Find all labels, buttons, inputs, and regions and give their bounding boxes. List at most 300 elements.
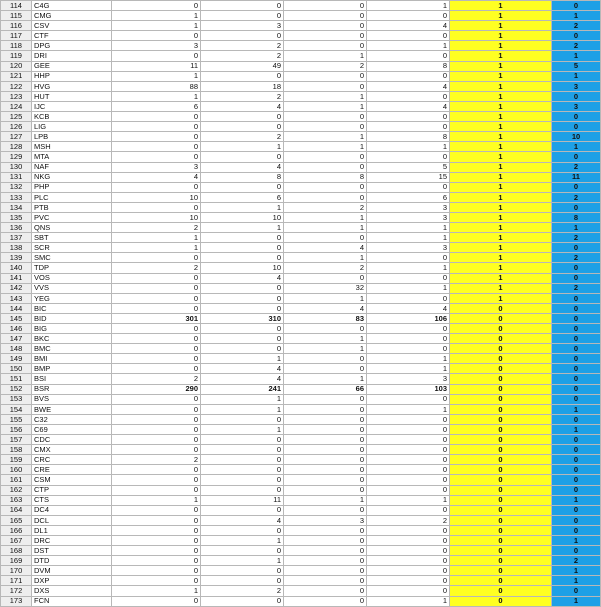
cell-value-blue[interactable]: 0 — [552, 31, 601, 41]
cell-value-f[interactable]: 1 — [367, 41, 450, 51]
cell-value-blue[interactable]: 1 — [552, 576, 601, 586]
cell-value-e[interactable]: 0 — [284, 435, 367, 445]
row-number[interactable]: 157 — [1, 435, 32, 445]
cell-value-e[interactable]: 0 — [284, 122, 367, 132]
cell-value-d[interactable]: 18 — [201, 81, 284, 91]
cell-flag-yellow[interactable]: 0 — [450, 374, 552, 384]
cell-value-c[interactable]: 6 — [112, 101, 201, 111]
cell-value-f[interactable]: 6 — [367, 192, 450, 202]
cell-code[interactable]: GEE — [32, 61, 112, 71]
cell-value-f[interactable]: 0 — [367, 112, 450, 122]
cell-value-d[interactable]: 10 — [201, 263, 284, 273]
cell-flag-yellow[interactable]: 1 — [450, 61, 552, 71]
cell-value-f[interactable]: 0 — [367, 122, 450, 132]
cell-value-c[interactable]: 0 — [112, 142, 201, 152]
cell-value-f[interactable]: 1 — [367, 596, 450, 606]
cell-value-e[interactable]: 2 — [284, 61, 367, 71]
cell-value-e[interactable]: 1 — [284, 101, 367, 111]
cell-code[interactable]: PLC — [32, 192, 112, 202]
cell-value-c[interactable]: 1 — [112, 91, 201, 101]
cell-value-blue[interactable]: 1 — [552, 535, 601, 545]
cell-value-blue[interactable]: 5 — [552, 61, 601, 71]
cell-code[interactable]: CRC — [32, 455, 112, 465]
cell-flag-yellow[interactable]: 0 — [450, 445, 552, 455]
cell-flag-yellow[interactable]: 1 — [450, 172, 552, 182]
cell-value-c[interactable]: 10 — [112, 192, 201, 202]
cell-code[interactable]: PVC — [32, 212, 112, 222]
cell-code[interactable]: C32 — [32, 414, 112, 424]
cell-value-blue[interactable]: 0 — [552, 586, 601, 596]
cell-value-e[interactable]: 0 — [284, 535, 367, 545]
cell-code[interactable]: LIG — [32, 122, 112, 132]
cell-value-e[interactable]: 4 — [284, 303, 367, 313]
cell-flag-yellow[interactable]: 0 — [450, 455, 552, 465]
cell-code[interactable]: CDC — [32, 435, 112, 445]
cell-code[interactable]: SCR — [32, 243, 112, 253]
cell-flag-yellow[interactable]: 0 — [450, 535, 552, 545]
cell-code[interactable]: YEG — [32, 293, 112, 303]
cell-value-blue[interactable]: 1 — [552, 404, 601, 414]
cell-value-f[interactable]: 0 — [367, 445, 450, 455]
cell-value-f[interactable]: 1 — [367, 223, 450, 233]
cell-flag-yellow[interactable]: 0 — [450, 576, 552, 586]
row-number[interactable]: 134 — [1, 202, 32, 212]
cell-code[interactable]: MSH — [32, 142, 112, 152]
cell-value-e[interactable]: 0 — [284, 424, 367, 434]
cell-value-blue[interactable]: 2 — [552, 192, 601, 202]
cell-code[interactable]: PHP — [32, 182, 112, 192]
row-number[interactable]: 140 — [1, 263, 32, 273]
cell-code[interactable]: SMC — [32, 253, 112, 263]
cell-code[interactable]: DXS — [32, 586, 112, 596]
row-number[interactable]: 145 — [1, 313, 32, 323]
cell-value-f[interactable]: 3 — [367, 212, 450, 222]
row-number[interactable]: 129 — [1, 152, 32, 162]
cell-value-f[interactable]: 1 — [367, 1, 450, 11]
row-number[interactable]: 144 — [1, 303, 32, 313]
cell-value-c[interactable]: 88 — [112, 81, 201, 91]
cell-value-blue[interactable]: 0 — [552, 263, 601, 273]
cell-value-d[interactable]: 4 — [201, 273, 284, 283]
cell-code[interactable]: DCL — [32, 515, 112, 525]
cell-value-e[interactable]: 0 — [284, 576, 367, 586]
cell-flag-yellow[interactable]: 1 — [450, 212, 552, 222]
cell-value-blue[interactable]: 0 — [552, 182, 601, 192]
cell-value-e[interactable]: 0 — [284, 273, 367, 283]
cell-value-d[interactable]: 1 — [201, 535, 284, 545]
cell-flag-yellow[interactable]: 0 — [450, 505, 552, 515]
cell-value-c[interactable]: 0 — [112, 475, 201, 485]
cell-code[interactable]: VOS — [32, 273, 112, 283]
cell-flag-yellow[interactable]: 1 — [450, 233, 552, 243]
cell-value-e[interactable]: 1 — [284, 51, 367, 61]
cell-code[interactable]: DC4 — [32, 505, 112, 515]
cell-value-c[interactable]: 290 — [112, 384, 201, 394]
cell-value-c[interactable]: 3 — [112, 162, 201, 172]
cell-value-e[interactable]: 0 — [284, 324, 367, 334]
row-number[interactable]: 154 — [1, 404, 32, 414]
cell-flag-yellow[interactable]: 0 — [450, 465, 552, 475]
cell-value-d[interactable]: 0 — [201, 283, 284, 293]
cell-value-blue[interactable]: 0 — [552, 324, 601, 334]
cell-value-f[interactable]: 0 — [367, 485, 450, 495]
cell-flag-yellow[interactable]: 0 — [450, 566, 552, 576]
cell-value-e[interactable]: 0 — [284, 41, 367, 51]
cell-value-d[interactable]: 2 — [201, 91, 284, 101]
cell-value-c[interactable]: 0 — [112, 273, 201, 283]
row-number[interactable]: 168 — [1, 546, 32, 556]
cell-value-f[interactable]: 15 — [367, 172, 450, 182]
cell-code[interactable]: BKC — [32, 334, 112, 344]
cell-value-e[interactable]: 0 — [284, 31, 367, 41]
cell-value-f[interactable]: 0 — [367, 253, 450, 263]
cell-value-d[interactable]: 4 — [201, 374, 284, 384]
cell-value-f[interactable]: 106 — [367, 313, 450, 323]
cell-value-c[interactable]: 0 — [112, 556, 201, 566]
cell-value-d[interactable]: 0 — [201, 122, 284, 132]
cell-value-e[interactable]: 2 — [284, 263, 367, 273]
cell-value-e[interactable]: 8 — [284, 172, 367, 182]
cell-value-e[interactable]: 0 — [284, 475, 367, 485]
row-number[interactable]: 126 — [1, 122, 32, 132]
cell-value-blue[interactable]: 0 — [552, 91, 601, 101]
row-number[interactable]: 137 — [1, 233, 32, 243]
cell-value-f[interactable]: 0 — [367, 414, 450, 424]
cell-value-f[interactable]: 0 — [367, 566, 450, 576]
cell-code[interactable]: BSR — [32, 384, 112, 394]
cell-code[interactable]: DVM — [32, 566, 112, 576]
cell-flag-yellow[interactable]: 0 — [450, 475, 552, 485]
row-number[interactable]: 151 — [1, 374, 32, 384]
row-number[interactable]: 141 — [1, 273, 32, 283]
cell-value-e[interactable]: 0 — [284, 445, 367, 455]
cell-flag-yellow[interactable]: 1 — [450, 51, 552, 61]
cell-flag-yellow[interactable]: 1 — [450, 31, 552, 41]
cell-value-c[interactable]: 0 — [112, 31, 201, 41]
row-number[interactable]: 155 — [1, 414, 32, 424]
cell-value-e[interactable]: 0 — [284, 465, 367, 475]
cell-value-f[interactable]: 0 — [367, 293, 450, 303]
cell-value-e[interactable]: 66 — [284, 384, 367, 394]
cell-value-blue[interactable]: 0 — [552, 455, 601, 465]
cell-value-e[interactable]: 0 — [284, 11, 367, 21]
cell-value-d[interactable]: 0 — [201, 525, 284, 535]
cell-flag-yellow[interactable]: 0 — [450, 495, 552, 505]
cell-value-e[interactable]: 1 — [284, 212, 367, 222]
cell-value-blue[interactable]: 0 — [552, 445, 601, 455]
cell-value-c[interactable]: 2 — [112, 263, 201, 273]
cell-flag-yellow[interactable]: 0 — [450, 424, 552, 434]
row-number[interactable]: 131 — [1, 172, 32, 182]
cell-value-f[interactable]: 0 — [367, 273, 450, 283]
cell-value-blue[interactable]: 0 — [552, 475, 601, 485]
row-number[interactable]: 138 — [1, 243, 32, 253]
cell-value-f[interactable]: 0 — [367, 91, 450, 101]
row-number[interactable]: 164 — [1, 505, 32, 515]
cell-value-c[interactable]: 0 — [112, 424, 201, 434]
cell-value-d[interactable]: 0 — [201, 334, 284, 344]
cell-code[interactable]: MTA — [32, 152, 112, 162]
cell-code[interactable]: CRE — [32, 465, 112, 475]
cell-value-e[interactable]: 0 — [284, 394, 367, 404]
cell-value-e[interactable]: 1 — [284, 223, 367, 233]
cell-value-d[interactable]: 0 — [201, 303, 284, 313]
cell-flag-yellow[interactable]: 1 — [450, 202, 552, 212]
row-number[interactable]: 130 — [1, 162, 32, 172]
cell-value-c[interactable]: 0 — [112, 525, 201, 535]
row-number[interactable]: 147 — [1, 334, 32, 344]
cell-value-d[interactable]: 6 — [201, 192, 284, 202]
row-number[interactable]: 166 — [1, 525, 32, 535]
cell-value-e[interactable]: 0 — [284, 546, 367, 556]
cell-value-c[interactable]: 1 — [112, 11, 201, 21]
cell-value-d[interactable]: 10 — [201, 212, 284, 222]
cell-flag-yellow[interactable]: 0 — [450, 313, 552, 323]
cell-value-d[interactable]: 0 — [201, 596, 284, 606]
cell-value-f[interactable]: 0 — [367, 546, 450, 556]
cell-value-e[interactable]: 1 — [284, 293, 367, 303]
cell-flag-yellow[interactable]: 0 — [450, 586, 552, 596]
row-number[interactable]: 133 — [1, 192, 32, 202]
cell-code[interactable]: BSI — [32, 374, 112, 384]
cell-code[interactable]: NKG — [32, 172, 112, 182]
cell-value-f[interactable]: 0 — [367, 576, 450, 586]
cell-value-blue[interactable]: 1 — [552, 51, 601, 61]
row-number[interactable]: 135 — [1, 212, 32, 222]
cell-value-d[interactable]: 3 — [201, 21, 284, 31]
cell-value-d[interactable]: 0 — [201, 485, 284, 495]
cell-code[interactable]: DTD — [32, 556, 112, 566]
cell-value-c[interactable]: 0 — [112, 354, 201, 364]
cell-value-c[interactable]: 0 — [112, 334, 201, 344]
cell-value-d[interactable]: 0 — [201, 112, 284, 122]
cell-value-c[interactable]: 1 — [112, 21, 201, 31]
cell-value-blue[interactable]: 0 — [552, 505, 601, 515]
cell-value-d[interactable]: 2 — [201, 51, 284, 61]
cell-flag-yellow[interactable]: 0 — [450, 414, 552, 424]
cell-value-f[interactable]: 3 — [367, 374, 450, 384]
cell-value-e[interactable]: 2 — [284, 202, 367, 212]
cell-value-e[interactable]: 0 — [284, 112, 367, 122]
row-number[interactable]: 173 — [1, 596, 32, 606]
cell-flag-yellow[interactable]: 1 — [450, 142, 552, 152]
cell-value-blue[interactable]: 0 — [552, 515, 601, 525]
cell-value-d[interactable]: 11 — [201, 495, 284, 505]
row-number[interactable]: 163 — [1, 495, 32, 505]
cell-code[interactable]: QNS — [32, 223, 112, 233]
cell-value-f[interactable]: 1 — [367, 364, 450, 374]
cell-flag-yellow[interactable]: 0 — [450, 485, 552, 495]
cell-value-f[interactable]: 0 — [367, 465, 450, 475]
row-number[interactable]: 143 — [1, 293, 32, 303]
cell-value-blue[interactable]: 0 — [552, 394, 601, 404]
cell-flag-yellow[interactable]: 1 — [450, 81, 552, 91]
cell-value-d[interactable]: 2 — [201, 586, 284, 596]
cell-value-blue[interactable]: 1 — [552, 424, 601, 434]
cell-value-d[interactable]: 0 — [201, 455, 284, 465]
cell-value-blue[interactable]: 2 — [552, 162, 601, 172]
row-number[interactable]: 127 — [1, 132, 32, 142]
cell-value-e[interactable]: 0 — [284, 162, 367, 172]
cell-value-e[interactable]: 0 — [284, 414, 367, 424]
cell-code[interactable]: DPG — [32, 41, 112, 51]
cell-code[interactable]: BMC — [32, 344, 112, 354]
cell-value-d[interactable]: 0 — [201, 475, 284, 485]
cell-value-c[interactable]: 0 — [112, 152, 201, 162]
cell-flag-yellow[interactable]: 1 — [450, 1, 552, 11]
cell-value-e[interactable]: 1 — [284, 253, 367, 263]
cell-value-f[interactable]: 0 — [367, 31, 450, 41]
cell-code[interactable]: DST — [32, 546, 112, 556]
cell-value-e[interactable]: 0 — [284, 505, 367, 515]
cell-value-c[interactable]: 3 — [112, 41, 201, 51]
cell-value-blue[interactable]: 1 — [552, 11, 601, 21]
row-number[interactable]: 136 — [1, 223, 32, 233]
cell-value-f[interactable]: 5 — [367, 162, 450, 172]
cell-flag-yellow[interactable]: 0 — [450, 354, 552, 364]
cell-flag-yellow[interactable]: 1 — [450, 243, 552, 253]
cell-value-d[interactable]: 0 — [201, 152, 284, 162]
cell-value-e[interactable]: 32 — [284, 283, 367, 293]
cell-value-d[interactable]: 2 — [201, 132, 284, 142]
row-number[interactable]: 171 — [1, 576, 32, 586]
cell-value-c[interactable]: 0 — [112, 596, 201, 606]
cell-value-c[interactable]: 0 — [112, 414, 201, 424]
cell-code[interactable]: C4G — [32, 1, 112, 11]
cell-value-d[interactable]: 0 — [201, 435, 284, 445]
cell-value-e[interactable]: 0 — [284, 455, 367, 465]
cell-value-f[interactable]: 0 — [367, 152, 450, 162]
cell-flag-yellow[interactable]: 1 — [450, 283, 552, 293]
cell-value-d[interactable]: 4 — [201, 162, 284, 172]
cell-value-d[interactable]: 310 — [201, 313, 284, 323]
cell-value-d[interactable]: 0 — [201, 566, 284, 576]
cell-value-f[interactable]: 4 — [367, 21, 450, 31]
cell-value-c[interactable]: 1 — [112, 495, 201, 505]
cell-value-e[interactable]: 0 — [284, 182, 367, 192]
cell-value-f[interactable]: 0 — [367, 475, 450, 485]
cell-value-c[interactable]: 0 — [112, 1, 201, 11]
cell-code[interactable]: DRI — [32, 51, 112, 61]
cell-value-e[interactable]: 0 — [284, 566, 367, 576]
cell-code[interactable]: CMX — [32, 445, 112, 455]
row-number[interactable]: 123 — [1, 91, 32, 101]
row-number[interactable]: 142 — [1, 283, 32, 293]
cell-value-blue[interactable]: 0 — [552, 525, 601, 535]
cell-value-c[interactable]: 0 — [112, 253, 201, 263]
cell-value-f[interactable]: 0 — [367, 505, 450, 515]
row-number[interactable]: 115 — [1, 11, 32, 21]
cell-value-d[interactable]: 1 — [201, 354, 284, 364]
cell-value-blue[interactable]: 0 — [552, 334, 601, 344]
cell-value-c[interactable]: 10 — [112, 212, 201, 222]
row-number[interactable]: 152 — [1, 384, 32, 394]
cell-value-e[interactable]: 3 — [284, 515, 367, 525]
cell-code[interactable]: C69 — [32, 424, 112, 434]
cell-value-blue[interactable]: 11 — [552, 172, 601, 182]
cell-value-c[interactable]: 0 — [112, 303, 201, 313]
cell-flag-yellow[interactable]: 1 — [450, 253, 552, 263]
cell-value-blue[interactable]: 0 — [552, 273, 601, 283]
cell-value-c[interactable]: 0 — [112, 324, 201, 334]
cell-value-d[interactable]: 0 — [201, 546, 284, 556]
cell-value-c[interactable]: 2 — [112, 223, 201, 233]
cell-code[interactable]: CSM — [32, 475, 112, 485]
row-number[interactable]: 146 — [1, 324, 32, 334]
cell-value-d[interactable]: 49 — [201, 61, 284, 71]
cell-value-f[interactable]: 0 — [367, 435, 450, 445]
row-number[interactable]: 125 — [1, 112, 32, 122]
cell-value-c[interactable]: 0 — [112, 202, 201, 212]
cell-value-d[interactable]: 1 — [201, 394, 284, 404]
cell-flag-yellow[interactable]: 0 — [450, 394, 552, 404]
cell-flag-yellow[interactable]: 1 — [450, 11, 552, 21]
cell-value-c[interactable]: 1 — [112, 243, 201, 253]
cell-flag-yellow[interactable]: 1 — [450, 112, 552, 122]
cell-value-blue[interactable]: 2 — [552, 41, 601, 51]
cell-value-e[interactable]: 1 — [284, 142, 367, 152]
cell-code[interactable]: KCB — [32, 112, 112, 122]
cell-code[interactable]: BMP — [32, 364, 112, 374]
cell-value-c[interactable]: 0 — [112, 566, 201, 576]
row-number[interactable]: 161 — [1, 475, 32, 485]
cell-flag-yellow[interactable]: 0 — [450, 384, 552, 394]
cell-value-blue[interactable]: 0 — [552, 112, 601, 122]
cell-value-blue[interactable]: 2 — [552, 283, 601, 293]
cell-code[interactable]: IJC — [32, 101, 112, 111]
cell-value-d[interactable]: 0 — [201, 182, 284, 192]
cell-value-blue[interactable]: 0 — [552, 293, 601, 303]
cell-value-c[interactable]: 0 — [112, 51, 201, 61]
cell-value-c[interactable]: 0 — [112, 404, 201, 414]
cell-flag-yellow[interactable]: 1 — [450, 41, 552, 51]
cell-value-e[interactable]: 0 — [284, 354, 367, 364]
cell-flag-yellow[interactable]: 0 — [450, 364, 552, 374]
cell-value-e[interactable]: 0 — [284, 596, 367, 606]
row-number[interactable]: 153 — [1, 394, 32, 404]
cell-code[interactable]: BVS — [32, 394, 112, 404]
row-number[interactable]: 119 — [1, 51, 32, 61]
cell-code[interactable]: FCN — [32, 596, 112, 606]
cell-value-blue[interactable]: 8 — [552, 212, 601, 222]
cell-value-e[interactable]: 1 — [284, 91, 367, 101]
cell-value-e[interactable]: 0 — [284, 71, 367, 81]
cell-value-blue[interactable]: 1 — [552, 495, 601, 505]
cell-flag-yellow[interactable]: 1 — [450, 152, 552, 162]
cell-value-f[interactable]: 0 — [367, 525, 450, 535]
cell-value-blue[interactable]: 0 — [552, 344, 601, 354]
cell-value-f[interactable]: 0 — [367, 394, 450, 404]
cell-value-f[interactable]: 0 — [367, 344, 450, 354]
cell-flag-yellow[interactable]: 1 — [450, 101, 552, 111]
cell-flag-yellow[interactable]: 1 — [450, 91, 552, 101]
cell-value-e[interactable]: 0 — [284, 192, 367, 202]
cell-value-c[interactable]: 0 — [112, 505, 201, 515]
cell-value-c[interactable]: 1 — [112, 71, 201, 81]
cell-value-e[interactable]: 1 — [284, 344, 367, 354]
row-number[interactable]: 169 — [1, 556, 32, 566]
cell-value-d[interactable]: 0 — [201, 253, 284, 263]
cell-code[interactable]: BWE — [32, 404, 112, 414]
cell-value-blue[interactable]: 1 — [552, 142, 601, 152]
cell-value-f[interactable]: 103 — [367, 384, 450, 394]
cell-value-d[interactable]: 0 — [201, 324, 284, 334]
cell-value-f[interactable]: 3 — [367, 202, 450, 212]
row-number[interactable]: 167 — [1, 535, 32, 545]
cell-value-f[interactable]: 3 — [367, 243, 450, 253]
cell-value-c[interactable]: 0 — [112, 182, 201, 192]
cell-flag-yellow[interactable]: 0 — [450, 596, 552, 606]
